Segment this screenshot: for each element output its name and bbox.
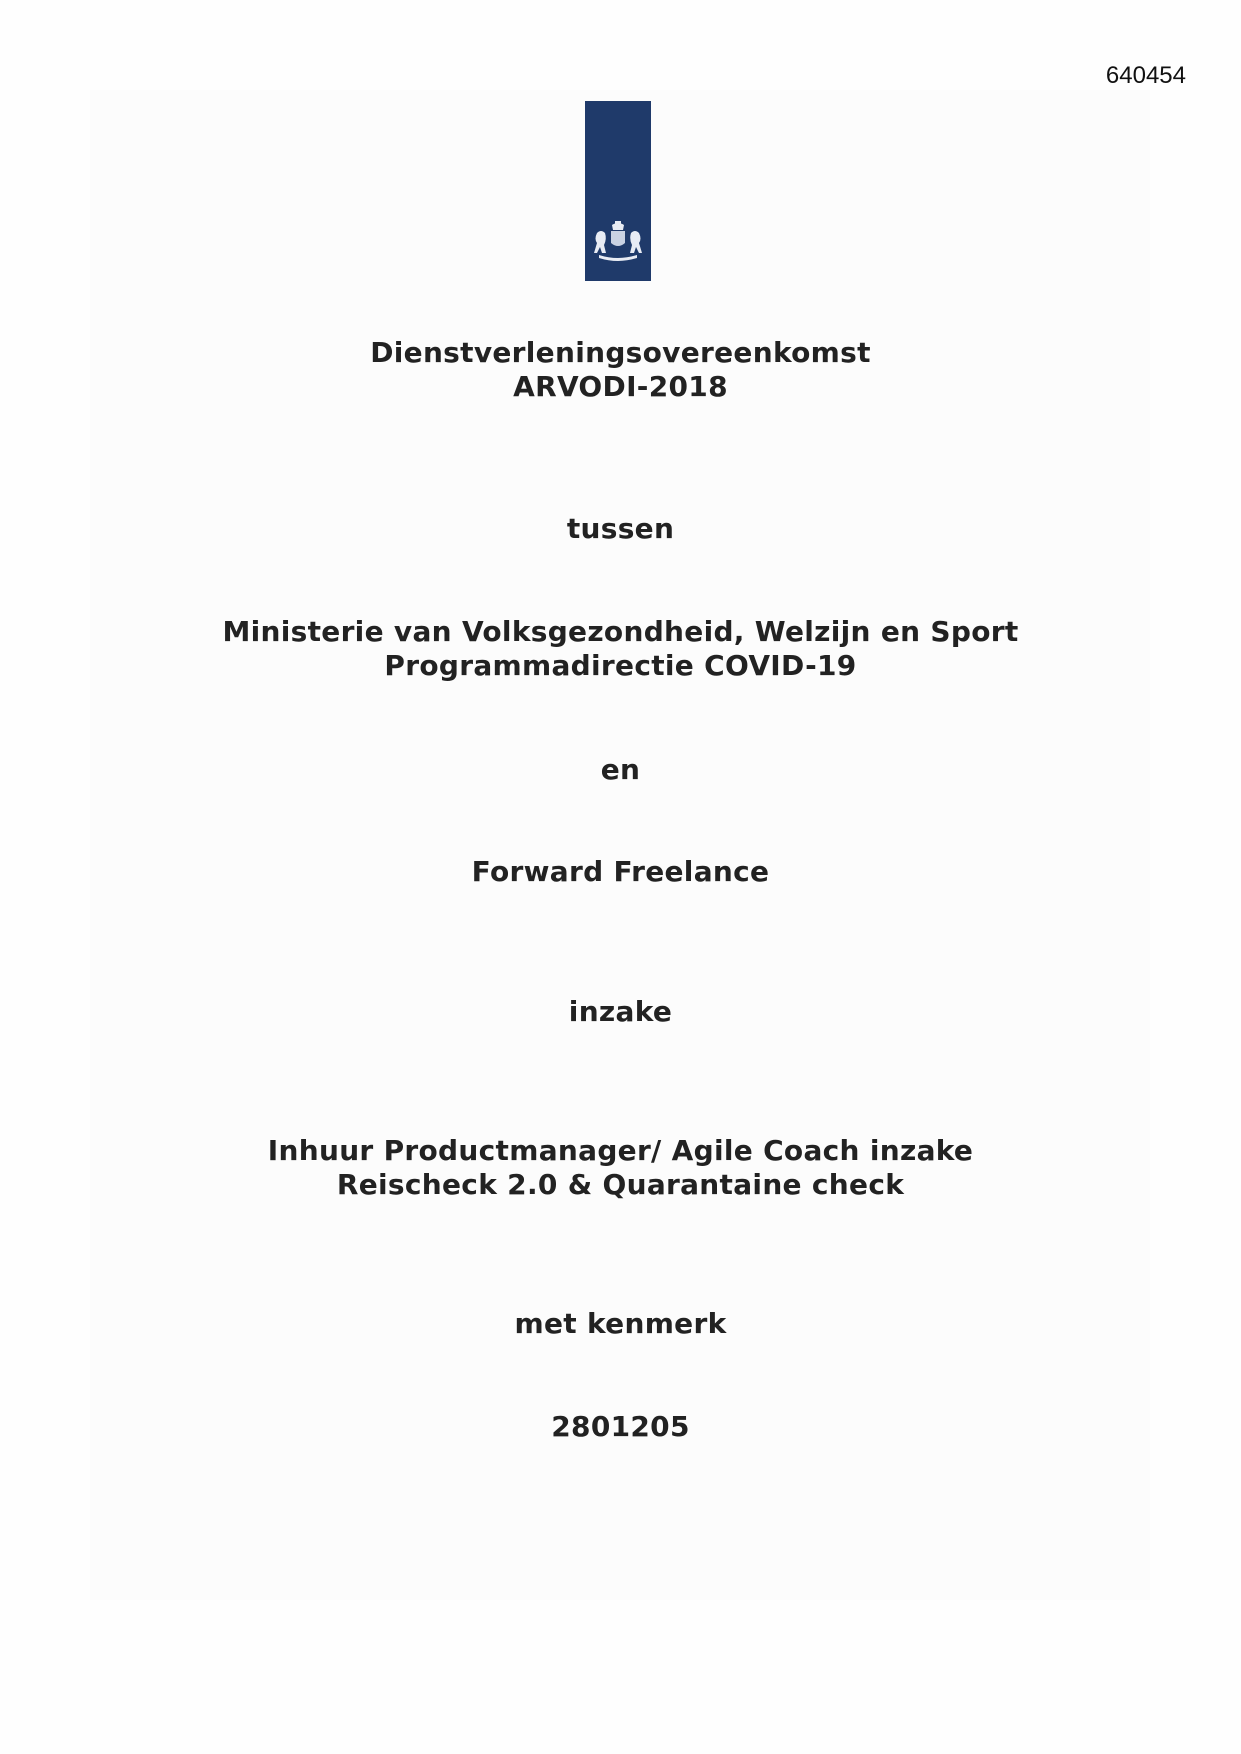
party1-line-2: Programmadirectie COVID-19	[384, 649, 857, 682]
subject-line-1: Inhuur Productmanager/ Agile Coach inzake	[267, 1134, 974, 1167]
between-label: tussen	[566, 512, 675, 545]
document-number: 640454	[1105, 62, 1186, 89]
reference-label: met kenmerk	[514, 1307, 727, 1340]
rijksoverheid-logo	[585, 101, 651, 281]
title-line-1: Dienstverleningsovereenkomst	[370, 336, 871, 369]
party2-name: Forward Freelance	[471, 855, 770, 888]
scan-background	[90, 90, 1150, 1600]
title-line-2: ARVODI-2018	[513, 370, 728, 403]
party1-line-1: Ministerie van Volksgezondheid, Welzijn en Sport	[222, 615, 1019, 648]
coat-of-arms-icon	[591, 219, 645, 263]
concerning-label: inzake	[568, 995, 673, 1028]
and-label: en	[600, 753, 641, 786]
reference-number: 2801205	[551, 1410, 690, 1443]
subject-line-2: Reischeck 2.0 & Quarantaine check	[336, 1168, 905, 1201]
